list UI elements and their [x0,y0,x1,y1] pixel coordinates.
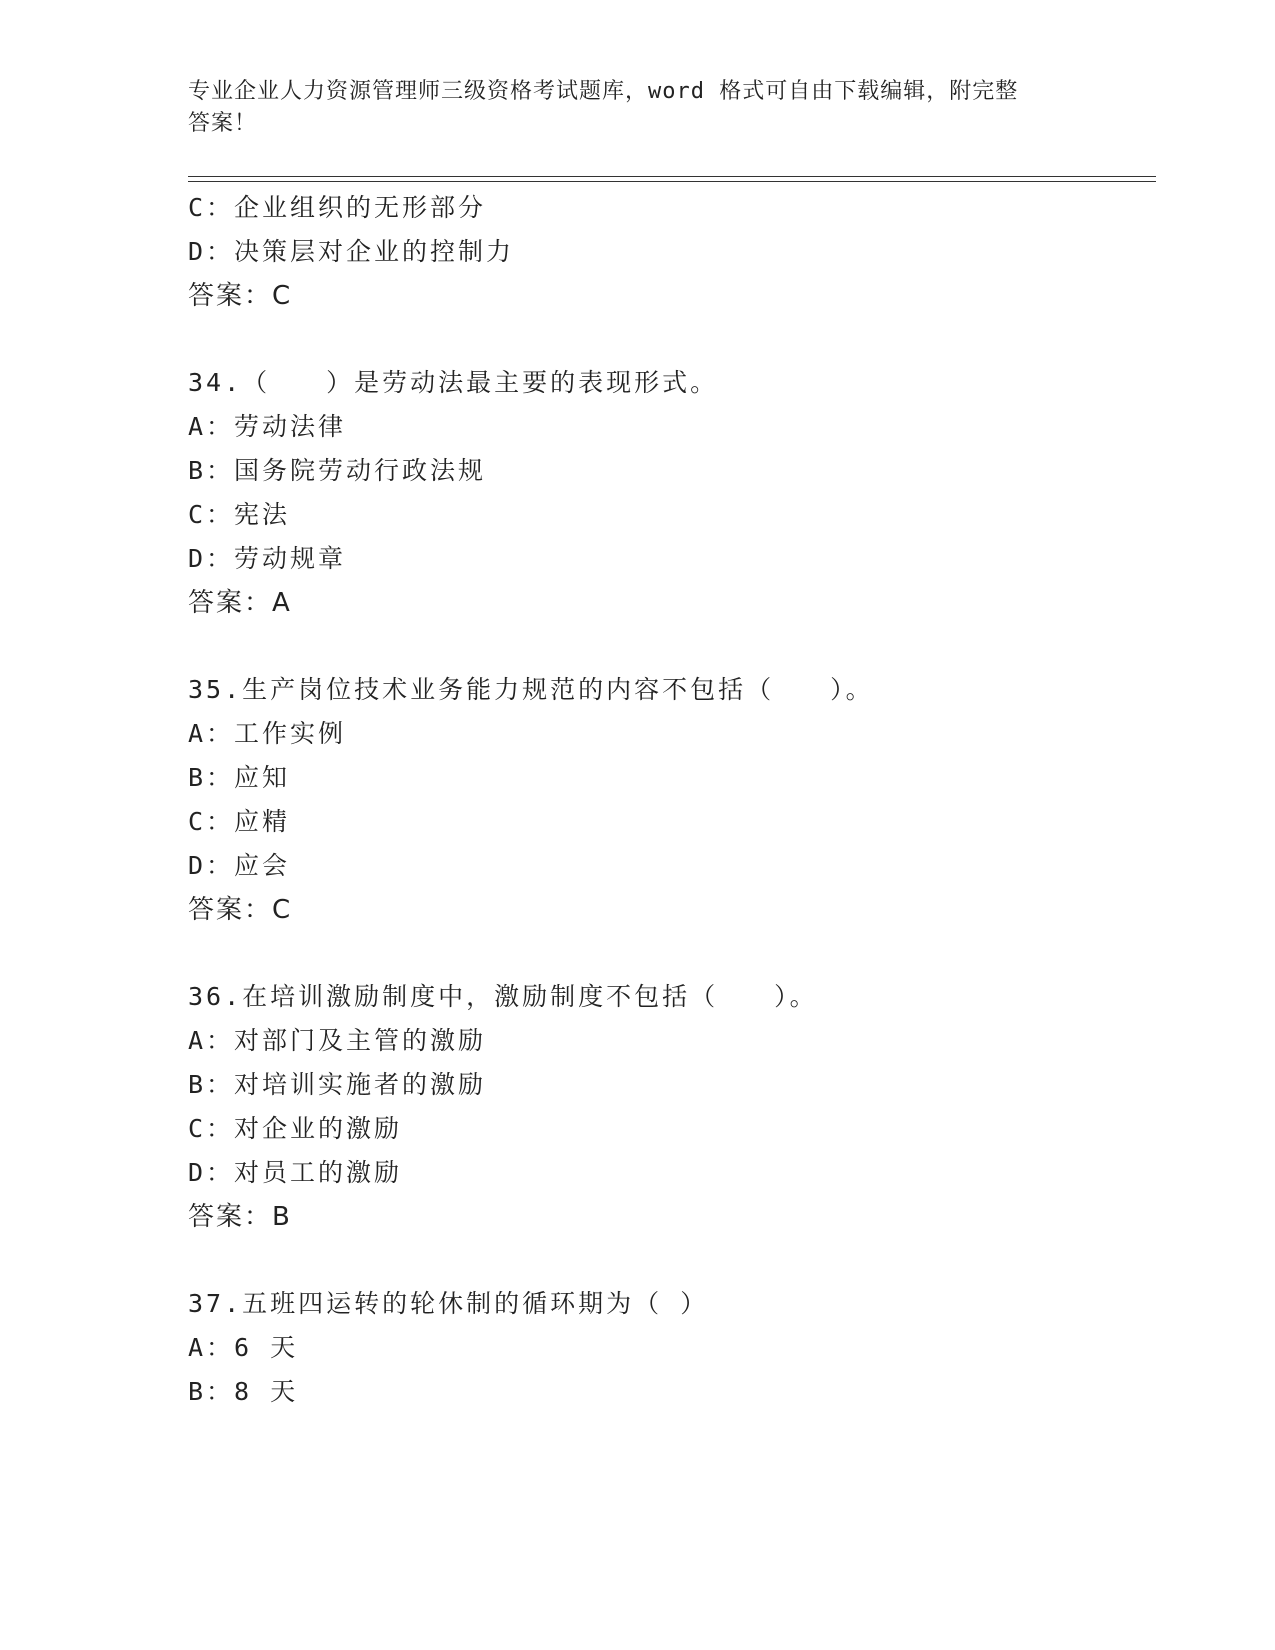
question-34: 34.（ ）是劳动法最主要的表现形式。 [188,368,719,397]
q34-option-b: B：国务院劳动行政法规 [188,456,487,485]
header-divider-bottom [188,181,1156,182]
header-divider-top [188,176,1156,177]
q37-option-b: B：8 天 [188,1377,299,1406]
q36-option-a: A：对部门及主管的激励 [188,1026,487,1055]
q34-option-d: D：劳动规章 [188,544,347,573]
q34-option-c: C：宪法 [188,500,291,529]
q35-option-d: D：应会 [188,851,291,880]
document-header [188,76,1088,140]
q37-option-a: A：6 天 [188,1333,299,1362]
header-line-1: 专业企业人力资源管理师三级资格考试题库，word 格式可自由下载编辑，附完整 [188,79,1019,104]
q36-option-d: D：对员工的激励 [188,1158,403,1187]
question-37: 37.五班四运转的轮休制的循环期为（ ） [188,1289,709,1318]
header-line-2: 答案！ [188,111,258,136]
q35-option-a: A：工作实例 [188,719,347,748]
q36-option-b: B：对培训实施者的激励 [188,1070,487,1099]
answer-line: 答案：C [188,281,293,311]
question-36: 36.在培训激励制度中，激励制度不包括（ ）。 [188,982,818,1011]
q36-option-c: C：对企业的激励 [188,1114,403,1143]
option-c: C：企业组织的无形部分 [188,193,487,222]
q34-option-a: A：劳动法律 [188,412,347,441]
q35-answer: 答案：C [188,895,293,925]
q35-option-b: B：应知 [188,763,291,792]
q36-answer: 答案：B [188,1202,292,1232]
q35-option-c: C：应精 [188,807,291,836]
question-35: 35.生产岗位技术业务能力规范的内容不包括（ ）。 [188,675,874,704]
q34-answer: 答案：A [188,588,292,618]
option-d: D：决策层对企业的控制力 [188,237,515,266]
